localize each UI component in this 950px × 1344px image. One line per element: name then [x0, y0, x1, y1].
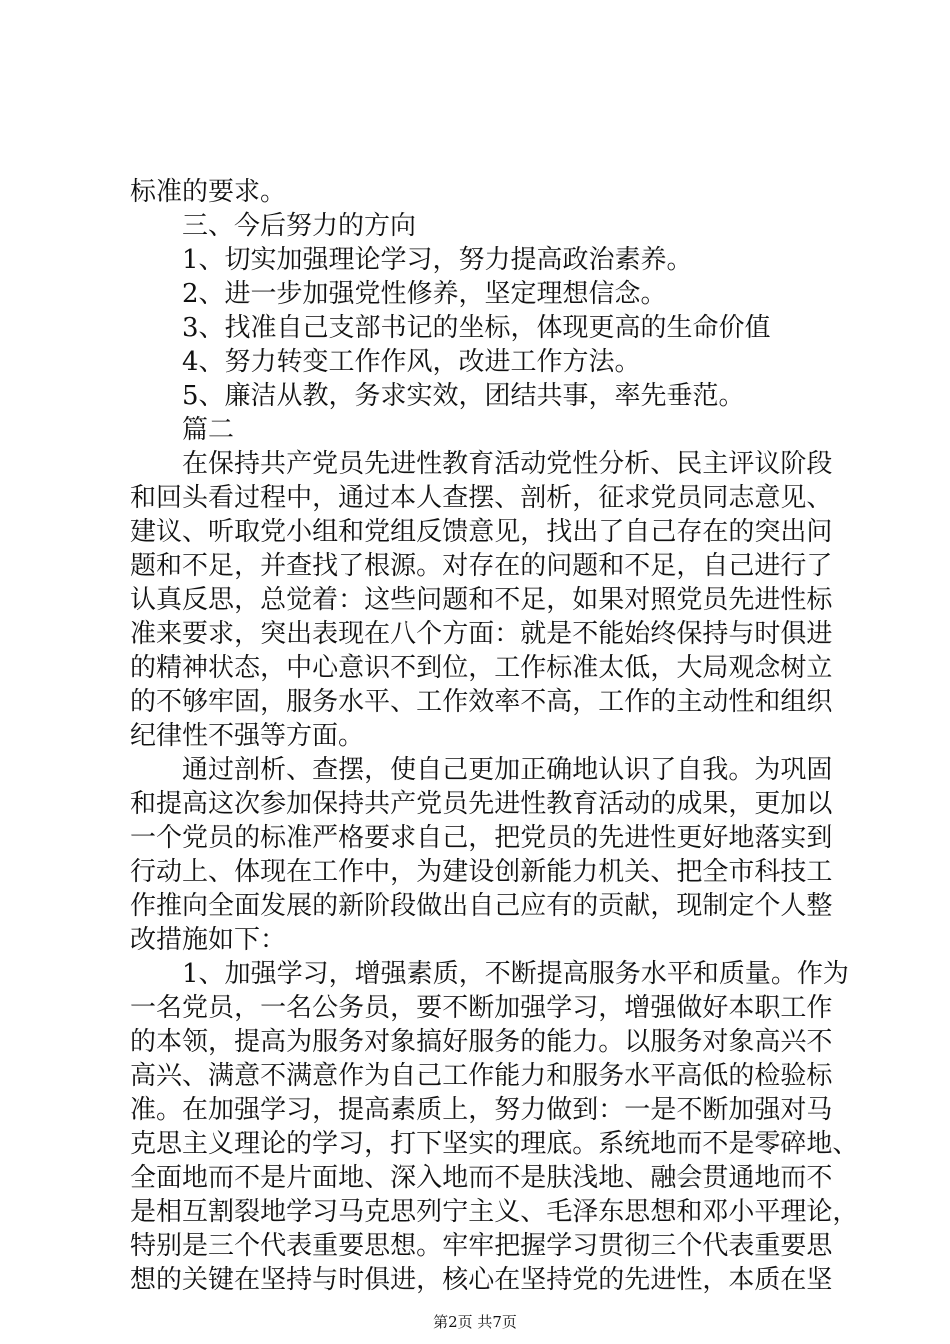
text-line: 题 和 不 足 ， 并 查 找 了 根 源 。 对 存 在 的 问 题 和 不 足 ， 自 己 进 行 了 — [130, 551, 833, 581]
text-line: 的 不 够 牢 固 ， 服 务 水 平 、 工 作 效 率 不 高 ， 工 作 的 主 动 性 和 组 织 — [130, 687, 833, 717]
text-line: 的 精 神 状 态 ， 中 心 意 识 不 到 位 ， 工 作 标 准 太 低 ， 大 局 观 念 树 立 — [130, 653, 833, 683]
text-line: 想 的 关 键 在 坚 持 与 时 俱 进 ， 核 心 在 坚 持 党 的 先 进 性 ， 本 质 在 坚 — [130, 1265, 833, 1295]
text-line: 3、找准自己支部书记的坐标，体现更高的生命价值 — [182, 313, 771, 343]
text-line: 是 相 互 割 裂 地 学 习 马 克 思 列 宁 主 义 、 毛 泽 东 思 想 和 邓 小 平 理 论 ， — [130, 1197, 859, 1227]
text-line: 高 兴 、 满 意 不 满 意 作 为 自 己 工 作 能 力 和 服 务 水 平 高 低 的 检 验 标 — [130, 1061, 833, 1091]
text-line: 标准的要求。 — [130, 177, 287, 207]
text-line: 克 思 主 义 理 论 的 学 习 ， 打 下 坚 实 的 理 底 。 系 统 地 而 不 是 零 碎 地 、 — [130, 1129, 859, 1159]
text-line: 5、廉洁从教，务求实效，团结共事，率先垂范。 — [182, 381, 745, 411]
text-line: 特 别 是 三 个 代 表 重 要 思 想 。 牢 牢 把 握 学 习 贯 彻 三 个 代 表 重 要 思 — [130, 1231, 833, 1261]
text-line: 行 动 上 、 体 现 在 工 作 中 ， 为 建 设 创 新 能 力 机 关 、 把 全 市 科 技 工 — [130, 857, 833, 887]
text-line: 1、切实加强理论学习，努力提高政治素养。 — [182, 245, 693, 275]
text-line: 4、努力转变工作作风，改进工作方法。 — [182, 347, 641, 377]
text-line: 作 推 向 全 面 发 展 的 新 阶 段 做 出 自 己 应 有 的 贡 献 ， 现 制 定 个 人 整 — [130, 891, 833, 921]
text-line: 的 本 领 ， 提 高 为 服 务 对 象 搞 好 服 务 的 能 力 。 以 服 务 对 象 高 兴 不 — [130, 1027, 833, 1057]
text-line: 一 名 党 员 ， 一 名 公 务 员 ， 要 不 断 加 强 学 习 ， 增 强 做 好 本 职 工 作 — [130, 993, 833, 1023]
text-line: 全 面 地 而 不 是 片 面 地 、 深 入 地 而 不 是 肤 浅 地 、 融 会 贯 通 地 而 不 — [130, 1163, 833, 1193]
text-line: 篇二 — [182, 415, 235, 445]
page-number-footer: 第2页 共7页 — [433, 1313, 517, 1331]
text-line: 认 真 反 思 ， 总 觉 着 ： 这 些 问 题 和 不 足 ， 如 果 对 照 党 员 先 进 性 标 — [130, 585, 833, 615]
text-line: 2、进一步加强党性修养，坚定理想信念。 — [182, 279, 667, 309]
text-line: 准 来 要 求 ， 突 出 表 现 在 八 个 方 面 ： 就 是 不 能 始 终 保 持 与 时 俱 进 — [130, 619, 833, 649]
document-body — [130, 175, 859, 1297]
text-line: 建 议 、 听 取 党 小 组 和 党 组 反 馈 意 见 ， 找 出 了 自 己 存 在 的 突 出 问 — [130, 517, 833, 547]
text-line: 在 保 持 共 产 党 员 先 进 性 教 育 活 动 党 性 分 析 、 民 主 评 议 阶 段 — [182, 449, 833, 479]
text-line: 三、今后努力的方向 — [182, 211, 417, 241]
text-line: 通 过 剖 析 、 查 摆 ， 使 自 己 更 加 正 确 地 认 识 了 自 我 。 为 巩 固 — [182, 755, 833, 785]
text-line: 改措施如下： — [130, 925, 287, 955]
text-line: 1 、 加 强 学 习 ， 增 强 素 质 ， 不 断 提 高 服 务 水 平 和 质 量 。 作 为 — [182, 959, 849, 989]
text-line: 一 个 党 员 的 标 准 严 格 要 求 自 己 ， 把 党 员 的 先 进 性 更 好 地 落 实 到 — [130, 823, 833, 853]
text-line: 和 回 头 看 过 程 中 ， 通 过 本 人 查 摆 、 剖 析 ， 征 求 党 员 同 志 意 见 、 — [130, 483, 833, 513]
text-line: 纪律性不强等方面。 — [130, 721, 365, 751]
text-line: 和 提 高 这 次 参 加 保 持 共 产 党 员 先 进 性 教 育 活 动 的 成 果 ， 更 加 以 — [130, 789, 833, 819]
text-line: 准 。 在 加 强 学 习 ， 提 高 素 质 上 ， 努 力 做 到 ： 一 是 不 断 加 强 对 马 — [130, 1095, 833, 1125]
